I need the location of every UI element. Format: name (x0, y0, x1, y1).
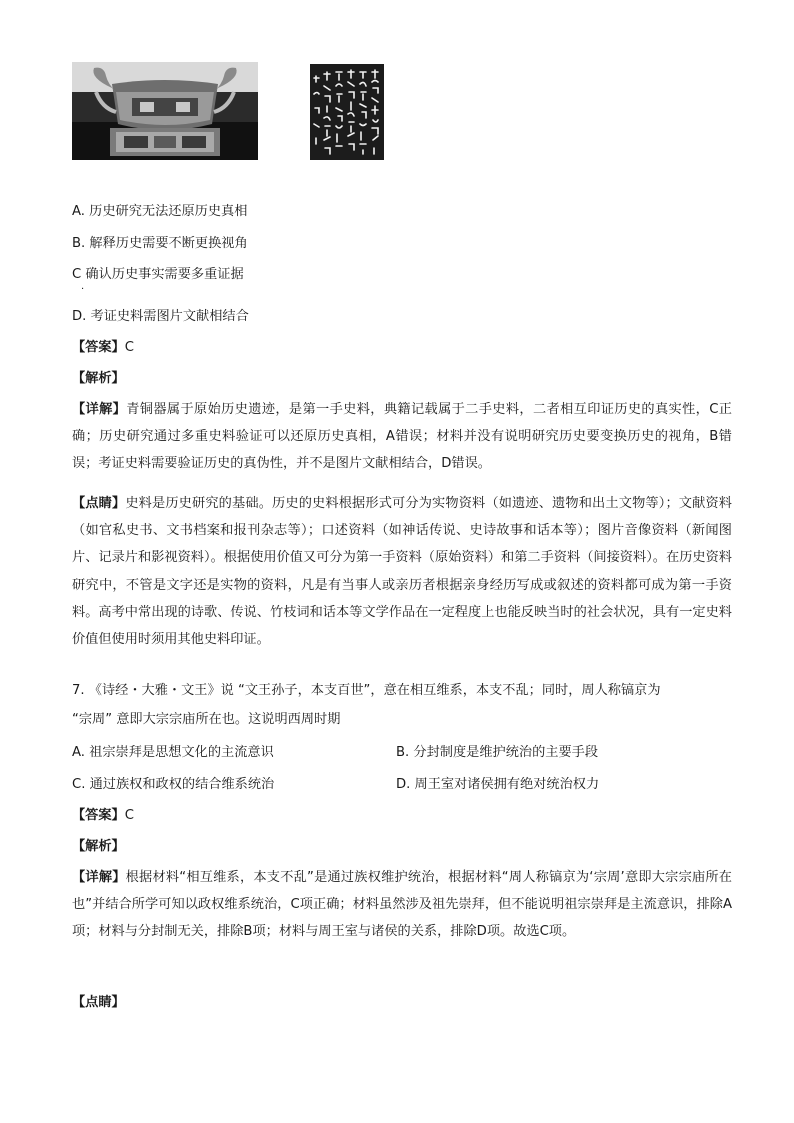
detail-tag: 【详解】 (72, 402, 127, 417)
answer-line (72, 340, 134, 356)
q7-detail-text: 根据材料“相互维系，本支不乱”是通过族权维护统治，根据材料“周人称镐京为‘宗周’意即大宗宗庙所在也”并结合所学可知以政权维系统治，C项正确；材料虽然涉及祖先崇拜，但不能说明祖宗崇拜是主流意识，排除A项；材料与分封制无关，排除B项；材料与周王室与诸侯的关系，排除D项。故选C项。 (72, 870, 732, 940)
q7-option-d: D. 周王室对诸侯拥有绝对统治权力 (396, 777, 600, 792)
comment-tag: 【点睛】 (72, 496, 126, 511)
q7-option-a: A. 祖宗崇拜是思想文化的主流意识 (72, 745, 274, 760)
option-d: D. 考证史料需图片文献相结合 (72, 309, 249, 324)
detail-text: 青铜器属于原始历史遗迹，是第一手史料，典籍记载属于二手史料，二者相互印证历史的真实性，C正确；历史研究通过多重史料验证可以还原历史真相，A错误；材料并没有说明研究历史要变换历史的视角，B错误；考证史料需要验证历史的真伪性，并不是图片文献相结合，D错误。 (72, 402, 732, 472)
question-7-stem-line-2: “宗周” 意即大宗宗庙所在也。这说明西周时期 (72, 712, 341, 727)
answer-tag: 【答案】 (72, 340, 125, 355)
analysis-heading (72, 371, 125, 387)
q7-option-c: C. 通过族权和政权的结合维系统治 (72, 777, 275, 792)
q7-comment-tag: 【点睛】 (72, 995, 125, 1010)
q7-answer-tag: 【答案】 (72, 808, 125, 823)
q7-analysis-tag: 【解析】 (72, 839, 125, 854)
question-7-stem-line-1: 7. 《诗经・大雅・文王》说 “文王孙子，本支百世”，意在相互维系，本支不乱；同时，周人称镐京为 (72, 683, 661, 698)
q7-answer-value: C (124, 808, 134, 823)
q7-comment-heading (72, 995, 125, 1011)
option-c-stray-dot: · (81, 284, 85, 295)
analysis-tag: 【解析】 (72, 371, 125, 386)
option-b: B. 解释历史需要不断更换视角 (72, 236, 248, 251)
q7-answer-line (72, 808, 134, 824)
inscription-rubbing-image (310, 64, 384, 160)
q7-detail-tag: 【详解】 (72, 870, 126, 885)
option-c: C 确认历史事实需要多重证据 (72, 267, 244, 282)
comment-text: 史料是历史研究的基础。历史的史料根据形式可分为实物资料（如遗迹、遗物和出土文物等）；文献资料（如官私史书、文书档案和报刊杂志等）；口述资料（如神话传说、史诗故事和话本等）；图片音像资料（新闻图片、记录片和影视资料）。根据使用价值又可分为第一手资料（原始资料）和第二手资料（间接资料）。在历史资料研究中，不管是文字还是实物的资料，凡是有当事人或亲历者根据亲身经历写成或叙述的资料都可成为第一手资料。高考中常出现的诗歌、传说、竹枝词和话本等文学作品在一定程度上也能反映当时的社会状况，具有一定史料价值但使用时须用其他史料印证。 (72, 496, 732, 648)
q7-analysis-heading (72, 839, 125, 855)
comment-paragraph (72, 490, 732, 653)
q7-option-b: B. 分封制度是维护统治的主要手段 (396, 745, 599, 760)
bronze-vessel-photo (72, 62, 258, 160)
q7-detail-paragraph (72, 864, 732, 946)
option-a: A. 历史研究无法还原历史真相 (72, 204, 248, 219)
detail-paragraph (72, 396, 732, 478)
answer-value: C (124, 340, 134, 355)
